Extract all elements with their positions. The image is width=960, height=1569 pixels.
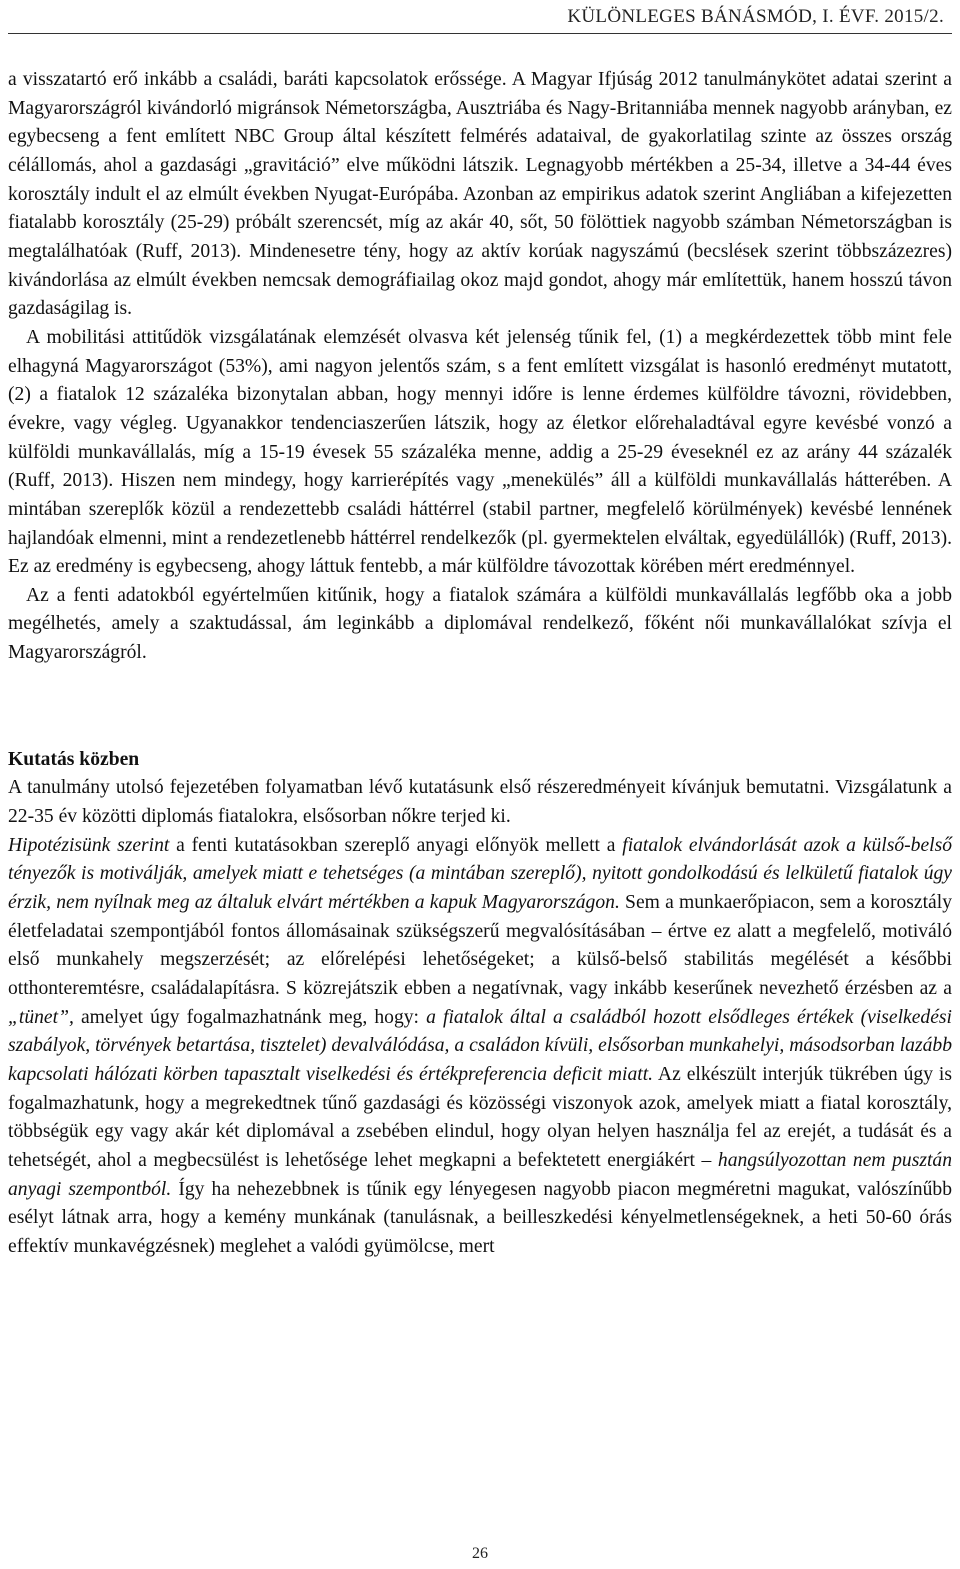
section-gap (8, 668, 952, 746)
section-heading: Kutatás közben (8, 748, 140, 770)
text-run: Így ha nehezebbnek is tűnik egy lényegesen nagyobb piacon megméretni magukat, valószínűbb esélyt látnak arra, hogy a kemény munkának (tanulásnak, a beilleszkedési kényelmetlenségeknek, a heti 50-60 órás effektív munkavégzésnek) meglehet a valódi gyümölcse, mert (8, 1178, 952, 1257)
text-run: Sem a munkaerőpiacon, sem a korosztály életfeladatai szempontjából fontos állomásainak szükségszerű megvalósításában – értve ez alatt a megfelelő, motiváló első munkahely megszerzését; az előrelépési lehetőségeket; a külső-belső stabilitás megélését a későbbi otthonteremtésre, családalapításra. S közrejátszik ebben a negatívnak, vagy inkább keserűnek nevezhető érzésben az a (8, 892, 952, 1000)
paragraph-3: Az a fenti adatokból egyértelműen kitűnik, hogy a fiatalok számára a külföldi munkavállalás legfőbb oka a jobb megélhetés, amely a szaktudással, ám leginkább a diplomával rendelkező, főként női munkavállalókat szívja el Magyarországról. (8, 584, 952, 664)
italic-phrase: fiatalok elvándorlását azok a külső-belső tényezők is motiválják, amelyek miatt e tehetséges (a mintában szereplő), nyitott gondolkodású és lelkületű fiatalok úgy érzik, nem nyílnak meg az általuk elvárt mértékben a kapuk Magyarországon. (8, 834, 953, 914)
text-run: Az elkészült interjúk tükrében úgy is fogalmazhatunk, hogy a megrekedtnek tűnő gazdasági és közösségi viszonyok azok, amelyek miatt a fiatal korosztály, többségük egy vagy akár két diplomával a zsebében elindul, hogy olyan helyen használja fel az erejét, a tudását és a tehetségét, ahol a megbecsülést is lehetősége lehet megkapni a befektetett energiákért – (8, 1064, 953, 1171)
header-rule (8, 33, 952, 34)
page-number: 26 (472, 1545, 488, 1562)
italic-phrase: „tünet”, (8, 1006, 74, 1028)
text-run: a fenti kutatásokban szereplő anyagi előnyök mellett a (169, 834, 623, 856)
text-run: amelyet úgy fogalmazhatnánk meg, hogy: (73, 1006, 427, 1028)
page-body (8, 66, 952, 1262)
paragraph-2: A mobilitási attitűdök vizsgálatának elemzését olvasva két jelenség tűnik fel, (1) a megkérdezettek több mint fele elhagyná Magyarországot (53%), ami nagyon jelentős szám, s a fent említett vizsgálat is hasonló eredményt mutatott, (2) a fiatalok 12 százaléka bizonytalan abban, hogy mennyi időre is lenne érdemes külföldre távozni, rövidebben, évekre, vagy végleg. Ugyanakkor tendenciaszerűen látszik, hogy az életkor előrehaladtával egyre kevésbé vonzó a külföldi munkavállalás, míg a 15-19 évesek 55 százaléka menne, addig a 25-29 éveseknél ez az arány 44 százalék (Ruff, 2013). Hiszen nem mindegy, hogy karrierépítés vagy „menekülés” áll a külföldi munkavállalás hátterében. A mintában szereplők közül a rendezettebb családi háttérrel (stabil partner, megfelelő körülmények) kevésbé lennének hajlandóak elmenni, mint a rendezetlenebb háttérrel rendelkezők (pl. gyermektelen elváltak, egyedülállók) (Ruff, 2013). Ez az eredmény is egybecseng, ahogy láttuk fentebb, a már külföldre távozottak körében mért eredménnyel. (8, 326, 952, 578)
italic-phrase: a fiatalok által a családból hozott elsődleges értékek (viselkedési szabályok, törvények betartása, tisztelet) devalválódása, a családon kívüli, elsősorban munkahelyi, másodsorban lazább kapcsolati hálózati körben tapasztalt viselkedési és értékpreferencia deficit miatt. (8, 1006, 952, 1085)
italic-phrase: hangsúlyozottan nem pusztán anyagi szempontból. (8, 1149, 952, 1200)
running-header: KÜLÖNLEGES BÁNÁSMÓD, I. ÉVF. 2015/2. (567, 6, 944, 27)
paragraph-4: A tanulmány utolsó fejezetében folyamatban lévő kutatásunk első részeredményeit kívánjuk bemutatni. Vizsgálatunk a 22-35 év közötti diplomás fiatalokra, elsősorban nőkre terjed ki. (8, 777, 952, 828)
paragraph-1: a visszatartó erő inkább a családi, baráti kapcsolatok erőssége. A Magyar Ifjúság 2012 tanulmánykötet adatai szerint a Magyarországról kivándorló migránsok Németországba, Ausztriába és Nagy-Britanniába mennek nagyobb arányban, ez egybecseng a fent említett NBC Group által készített felmérés adataival, de gyakorlatilag szinte az összes ország célállomás, ahol a gazdasági „gravitáció” elve működni látszik. Legnagyobb mértékben a 25-34, illetve a 34-44 éves korosztály indult el az elmúlt években Nyugat-Európába. Azonban az empirikus adatok szerint Angliában a kifejezetten fiatalabb korosztály (25-29) próbált szerencsét, míg az akár 40, sőt, 50 fölöttiek nagyobb számban Németországban is megtalálhatóak (Ruff, 2013). Mindenesetre tény, hogy az aktív korúak nagyszámú (becslések szerint többszázezres) kivándorlása az elmúlt években nemcsak demográfiailag okoz majd gondot, ahogy már említettük, hanem hosszú távon gazdaságilag is. (8, 69, 952, 320)
italic-phrase: Hipotézisünk szerint (8, 834, 170, 856)
paragraph-5 (8, 832, 952, 1262)
